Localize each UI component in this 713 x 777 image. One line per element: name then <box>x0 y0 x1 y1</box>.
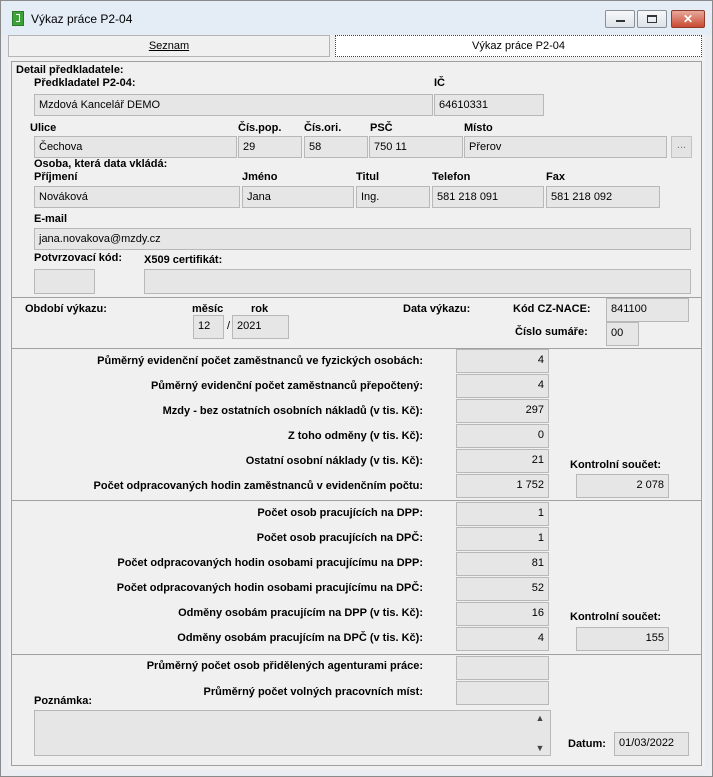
predkladatel-label: Předkladatel P2-04: <box>34 77 136 89</box>
row-label: Počet odpracovaných hodin zaměstnanců v evidenčním počtu: <box>93 480 423 492</box>
divider <box>12 500 701 501</box>
kontrol-field[interactable]: 155 <box>576 627 669 651</box>
cisori-field[interactable]: 58 <box>304 136 368 158</box>
row-label: Počet odpracovaných hodin osobami pracujícímu na DPP: <box>117 557 423 569</box>
form-panel <box>11 61 702 766</box>
x509-field[interactable] <box>144 269 691 294</box>
maximize-button[interactable] <box>637 10 667 28</box>
tab-seznam[interactable]: Seznam <box>8 35 330 57</box>
jmeno-label: Jméno <box>242 171 278 183</box>
obdobi-label: Období výkazu: <box>25 303 107 315</box>
cispop-label: Čís.pop. <box>238 122 282 134</box>
ic-field[interactable]: 64610331 <box>434 94 544 116</box>
title-bar <box>1 1 712 35</box>
row-value[interactable] <box>456 681 549 705</box>
tab-vykaz[interactable]: Výkaz práce P2-04 <box>335 35 702 57</box>
row-label: Ostatní osobní náklady (v tis. Kč): <box>245 455 423 467</box>
row-label: Počet osob pracujících na DPP: <box>257 507 423 519</box>
telefon-field[interactable]: 581 218 091 <box>432 186 544 208</box>
kod-nace-field[interactable]: 841100 <box>606 298 689 322</box>
row-label: Odměny osobám pracujícím na DPP (v tis. Kč): <box>178 607 423 619</box>
prijmeni-field[interactable]: Nováková <box>34 186 240 208</box>
period-separator: / <box>227 320 231 332</box>
row-value[interactable]: 297 <box>456 399 549 423</box>
potvrzovaci-field[interactable] <box>34 269 95 294</box>
x509-label: X509 certifikát: <box>144 254 223 266</box>
row-label: Průměrný počet osob přidělených agenturami práce: <box>146 660 423 672</box>
misto-lookup-button[interactable]: ... <box>671 136 692 158</box>
predkladatel-field[interactable]: Mzdová Kancelář DEMO <box>34 94 433 116</box>
kod-nace-label: Kód CZ-NACE: <box>513 303 591 315</box>
minimize-button[interactable] <box>605 10 635 28</box>
row-value[interactable]: 1 752 <box>456 474 549 498</box>
prijmeni-label: Příjmení <box>34 171 78 183</box>
rok-label: rok <box>251 303 269 315</box>
close-button[interactable] <box>671 10 705 28</box>
row-label: Odměny osobám pracujícím na DPČ (v tis. Kč): <box>177 632 423 644</box>
row-value[interactable]: 81 <box>456 552 549 576</box>
potvrzovaci-label: Potvrzovací kód: <box>34 252 123 264</box>
row-label: Počet osob pracujících na DPČ: <box>256 532 423 544</box>
kontrol-field[interactable]: 2 078 <box>576 474 669 498</box>
telefon-label: Telefon <box>432 171 471 183</box>
email-field[interactable]: jana.novakova@mzdy.cz <box>34 228 691 250</box>
scroll-down-icon[interactable]: ▼ <box>535 743 545 753</box>
cisori-label: Čís.ori. <box>304 122 342 134</box>
row-label: Půměrný evidenční počet zaměstnanců ve fyzických osobách: <box>97 355 423 367</box>
ic-label: IČ <box>434 77 445 89</box>
ulice-field[interactable]: Čechova <box>34 136 237 158</box>
row-value[interactable]: 4 <box>456 374 549 398</box>
osoba-label: Osoba, která data vkládá: <box>34 158 168 170</box>
maximize-icon <box>647 15 657 23</box>
rok-field[interactable]: 2021 <box>232 315 289 339</box>
divider <box>12 654 701 655</box>
row-label: Mzdy - bez ostatních osobních nákladů (v tis. Kč): <box>162 405 423 417</box>
row-value[interactable]: 0 <box>456 424 549 448</box>
row-value[interactable]: 16 <box>456 602 549 626</box>
row-label: Půměrný evidenční počet zaměstnanců přepočtený: <box>150 380 423 392</box>
kontrol-label: Kontrolní součet: <box>570 459 662 471</box>
email-label: E-mail <box>34 213 68 225</box>
ulice-label: Ulice <box>30 122 57 134</box>
misto-field[interactable]: Přerov <box>464 136 667 158</box>
row-label: Průměrný počet volných pracovních míst: <box>203 686 423 698</box>
row-value[interactable]: 4 <box>456 627 549 651</box>
scroll-up-icon[interactable]: ▲ <box>535 713 545 723</box>
kontrol-label: Kontrolní součet: <box>570 611 662 623</box>
row-value[interactable]: 4 <box>456 349 549 373</box>
row-label: Počet odpracovaných hodin osobami pracujícímu na DPČ: <box>116 582 423 594</box>
titul-field[interactable]: Ing. <box>356 186 430 208</box>
fax-label: Fax <box>546 171 565 183</box>
datum-field[interactable]: 01/03/2022 <box>614 732 689 756</box>
cispop-field[interactable]: 29 <box>238 136 302 158</box>
sumar-field[interactable]: 00 <box>606 322 639 346</box>
row-value[interactable]: 21 <box>456 449 549 473</box>
poznamka-label: Poznámka: <box>34 695 93 707</box>
data-vykazu-label: Data výkazu: <box>403 303 471 315</box>
detail-section-label: Detail předkladatele: <box>16 64 124 76</box>
window-title: Výkaz práce P2-04 <box>31 12 133 26</box>
row-value[interactable]: 52 <box>456 577 549 601</box>
row-value[interactable]: 1 <box>456 502 549 526</box>
app-icon <box>12 11 24 26</box>
close-icon: ✕ <box>682 12 694 26</box>
row-value[interactable] <box>456 656 549 680</box>
row-label: Z toho odměny (v tis. Kč): <box>287 430 423 442</box>
datum-label: Datum: <box>568 738 606 750</box>
divider <box>12 348 701 349</box>
poznamka-scrollbar[interactable] <box>532 711 548 755</box>
minimize-icon <box>616 20 625 22</box>
mesic-field[interactable]: 12 <box>193 315 224 339</box>
fax-field[interactable]: 581 218 092 <box>546 186 660 208</box>
poznamka-textarea[interactable] <box>34 710 551 756</box>
divider <box>12 297 701 298</box>
mesic-label: měsíc <box>192 303 224 315</box>
psc-label: PSČ <box>370 122 393 134</box>
titul-label: Titul <box>356 171 380 183</box>
client-area <box>8 35 705 770</box>
psc-field[interactable]: 750 11 <box>369 136 463 158</box>
jmeno-field[interactable]: Jana <box>242 186 354 208</box>
row-value[interactable]: 1 <box>456 527 549 551</box>
sumar-label: Číslo sumáře: <box>515 326 588 338</box>
misto-label: Místo <box>464 122 493 134</box>
